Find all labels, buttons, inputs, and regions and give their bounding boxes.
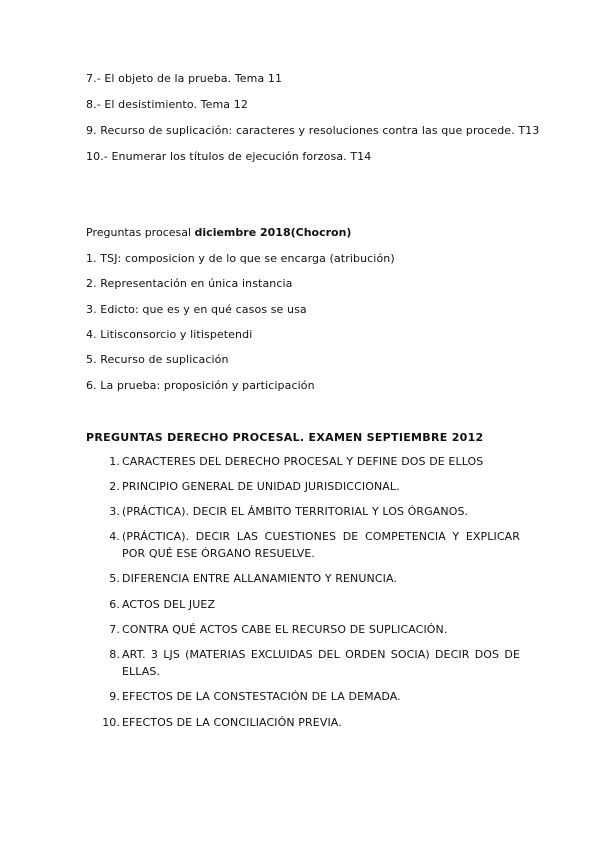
list-item — [100, 714, 520, 731]
item-text: PRINCIPIO GENERAL DE UNIDAD JURISDICCIONAL. — [122, 480, 400, 493]
list-item: 3. Edicto: que es y en qué casos se usa — [86, 303, 307, 316]
item-text: CONTRA QUÉ ACTOS CABE EL RECURSO DE SUPLICACIÓN. — [122, 623, 448, 636]
item-number: 6. — [109, 598, 120, 611]
list-item: 7.- El objeto de la prueba. Tema 11 — [86, 72, 283, 85]
list-item — [100, 570, 520, 587]
item-text: CARACTERES DEL DERECHO PROCESAL Y DEFINE DOS DE ELLOS — [122, 455, 484, 468]
item-number: 9. — [109, 690, 120, 703]
list-item: 9. Recurso de suplicación: caracteres y resoluciones contra las que procede. T13 — [86, 124, 540, 137]
item-text: (PRÁCTICA). DECIR LAS CUESTIONES DE COMPETENCIA Y EXPLICAR POR QUÉ ESE ÓRGANO RESUELVE. — [122, 530, 520, 560]
item-number: 1. — [109, 455, 120, 468]
list-item — [100, 596, 520, 613]
list-item — [100, 503, 520, 520]
item-number: 5. — [109, 572, 120, 585]
heading-plain-text: Preguntas procesal — [86, 226, 195, 239]
list-item: 5. Recurso de suplicación — [86, 353, 229, 366]
item-text: (PRÁCTICA). DECIR EL ÁMBITO TERRITORIAL Y LOS ÓRGANOS. — [122, 505, 469, 518]
list-item — [100, 528, 520, 562]
item-text: ART. 3 LJS (MATERIAS EXCLUIDAS DEL ORDEN SOCIA) DECIR DOS DE ELLAS. — [122, 648, 520, 678]
list-item: 6. La prueba: proposición y participación — [86, 379, 315, 392]
item-number: 7. — [109, 623, 120, 636]
list-item — [100, 688, 520, 705]
item-number: 8. — [109, 648, 120, 661]
list-item: 8.- El desistimiento. Tema 12 — [86, 98, 248, 111]
item-number: 4. — [109, 530, 120, 543]
list-item: 4. Litisconsorcio y litispetendi — [86, 328, 253, 341]
heading-bold-text: diciembre 2018(Chocron) — [194, 226, 352, 239]
list-item — [100, 478, 520, 495]
item-text: ACTOS DEL JUEZ — [122, 598, 216, 611]
list-item: 1. TSJ: composicion y de lo que se encarga (atribución) — [86, 252, 395, 265]
item-number: 3. — [109, 505, 120, 518]
item-number: 2. — [109, 480, 120, 493]
item-text: EFECTOS DE LA CONCILIACIÓN PREVIA. — [122, 716, 342, 729]
exam-heading: PREGUNTAS DERECHO PROCESAL. EXAMEN SEPTIEMBRE 2012 — [86, 431, 484, 444]
item-text: DIFERENCIA ENTRE ALLANAMIENTO Y RENUNCIA. — [122, 572, 398, 585]
list-item: 2. Representación en única instancia — [86, 277, 293, 290]
list-item: 10.- Enumerar los títulos de ejecución forzosa. T14 — [86, 150, 372, 163]
list-item — [100, 621, 520, 638]
list-item — [100, 453, 520, 470]
item-text: EFECTOS DE LA CONSTESTACIÓN DE LA DEMADA. — [122, 690, 401, 703]
list-item — [100, 646, 520, 680]
item-number: 10. — [102, 716, 120, 729]
section-heading — [86, 226, 351, 239]
